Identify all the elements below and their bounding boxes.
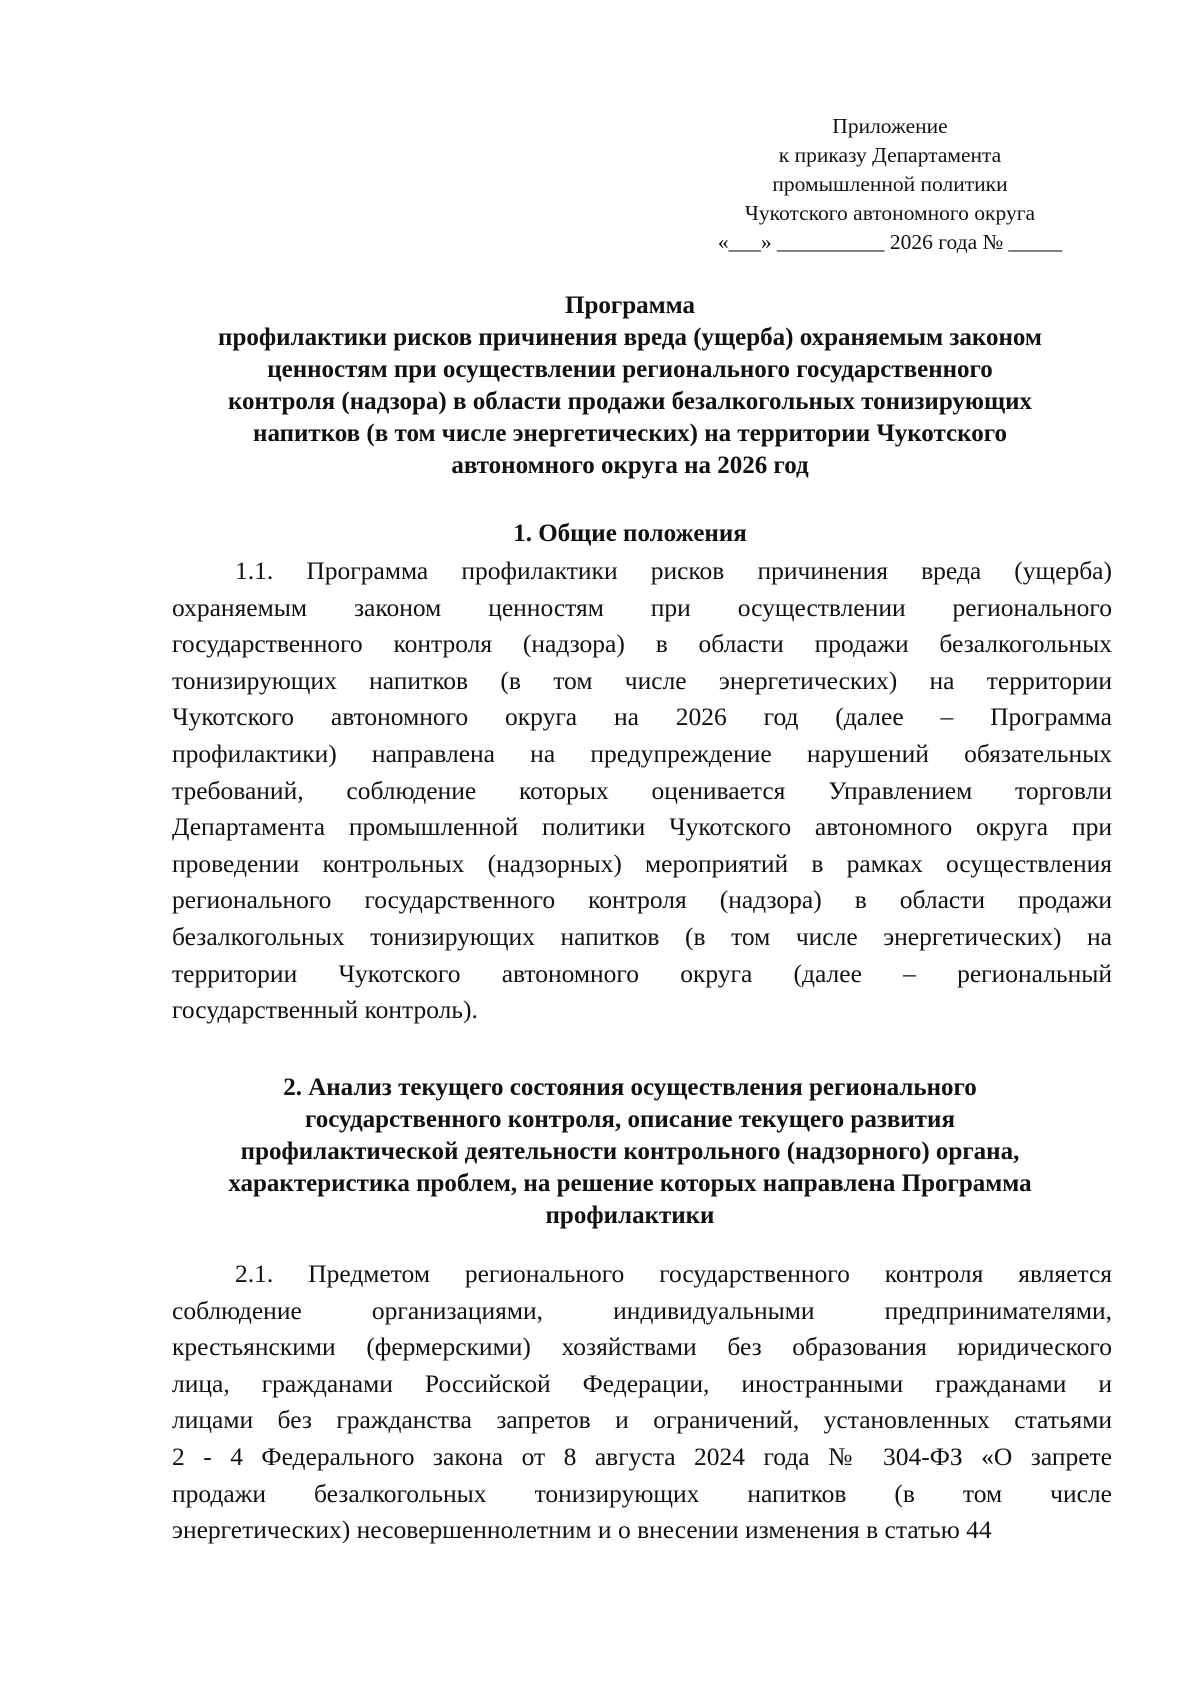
header-line: Чукотского автономного округа — [744, 201, 1036, 225]
paragraph-line: территории Чукотского автономного округа (далее – региональный — [172, 958, 1112, 988]
approval-header — [700, 112, 1080, 257]
title-line: контроля (надзора) в области продажи безалкогольных тонизирующих — [227, 388, 1033, 415]
paragraph-line: лицами без гражданства запретов и ограничений, установленных статьями — [172, 1405, 1112, 1435]
header-line: Приложение — [832, 114, 948, 138]
paragraph-line: соблюдение организациями, индивидуальными предпринимателями, — [172, 1295, 1112, 1325]
paragraph-line: проведении контрольных (надзорных) мероприятий в рамках осуществления — [172, 848, 1112, 878]
section-1-paragraph — [172, 553, 1112, 1029]
section-heading-line: профилактики — [545, 1202, 715, 1229]
section-heading-line: 2. Анализ текущего состояния осуществления регионального — [283, 1074, 977, 1101]
paragraph-line: регионального государственного контроля (надзора) в области продажи — [172, 885, 1112, 915]
header-date-number-line: «___» __________ 2026 года № _____ — [717, 230, 1063, 254]
paragraph-line: профилактики) направлена на предупреждение нарушений обязательных — [172, 738, 1112, 768]
title-line: ценностям при осуществлении регионального государственного — [267, 356, 993, 383]
section-heading-line: характеристика проблем, на решение которых направлена Программа — [228, 1170, 1032, 1197]
paragraph-line: 2 - 4 Федерального закона от 8 августа 2024 года № 304-ФЗ «О запрете — [172, 1441, 1112, 1471]
title-line: Программа — [565, 292, 695, 319]
title-line: автономного округа на 2026 год — [451, 452, 809, 479]
title-line: профилактики рисков причинения вреда (ущерба) охраняемым законом — [218, 324, 1042, 351]
paragraph-line: продажи безалкогольных тонизирующих напитков (в том числе — [172, 1478, 1112, 1508]
paragraph-line: безалкогольных тонизирующих напитков (в том числе энергетических) на — [172, 921, 1112, 951]
section-heading-line: 1. Общие положения — [513, 520, 747, 547]
title-line: напитков (в том числе энергетических) на территории Чукотского — [253, 420, 1007, 447]
paragraph-line: энергетических) несовершеннолетним и о внесении изменения в статью 44 — [172, 1515, 992, 1545]
paragraph-line: Чукотского автономного округа на 2026 год (далее – Программа — [172, 702, 1112, 732]
paragraph-line: 2.1. Предметом регионального государственного контроля является — [235, 1259, 1112, 1288]
paragraph-line: тонизирующих напитков (в том числе энергетических) на территории — [172, 665, 1112, 695]
paragraph-line: лица, гражданами Российской Федерации, иностранными гражданами и — [172, 1368, 1112, 1398]
paragraph-line: Департамента промышленной политики Чукотского автономного округа при — [172, 812, 1112, 842]
document-title — [150, 290, 1110, 482]
section-heading-line: государственного контроля, описание текущего развития — [305, 1106, 955, 1133]
paragraph-line: государственного контроля (надзора) в области продажи безалкогольных — [172, 629, 1112, 659]
paragraph-line: требований, соблюдение которых оценивается Управлением торговли — [172, 775, 1112, 805]
header-line: к приказу Департамента — [778, 143, 1002, 167]
section-1-heading — [150, 518, 1110, 550]
section-2-paragraph — [172, 1256, 1112, 1549]
paragraph-line: охраняемым законом ценностям при осуществлении регионального — [172, 592, 1112, 622]
section-heading-line: профилактической деятельности контрольного (надзорного) органа, — [240, 1138, 1020, 1165]
section-2-heading — [150, 1072, 1110, 1232]
header-line: промышленной политики — [772, 172, 1008, 196]
paragraph-line: крестьянскими (фермерскими) хозяйствами без образования юридического — [172, 1332, 1112, 1362]
paragraph-line: 1.1. Программа профилактики рисков причинения вреда (ущерба) — [235, 556, 1112, 585]
paragraph-line: государственный контроль). — [172, 995, 478, 1025]
